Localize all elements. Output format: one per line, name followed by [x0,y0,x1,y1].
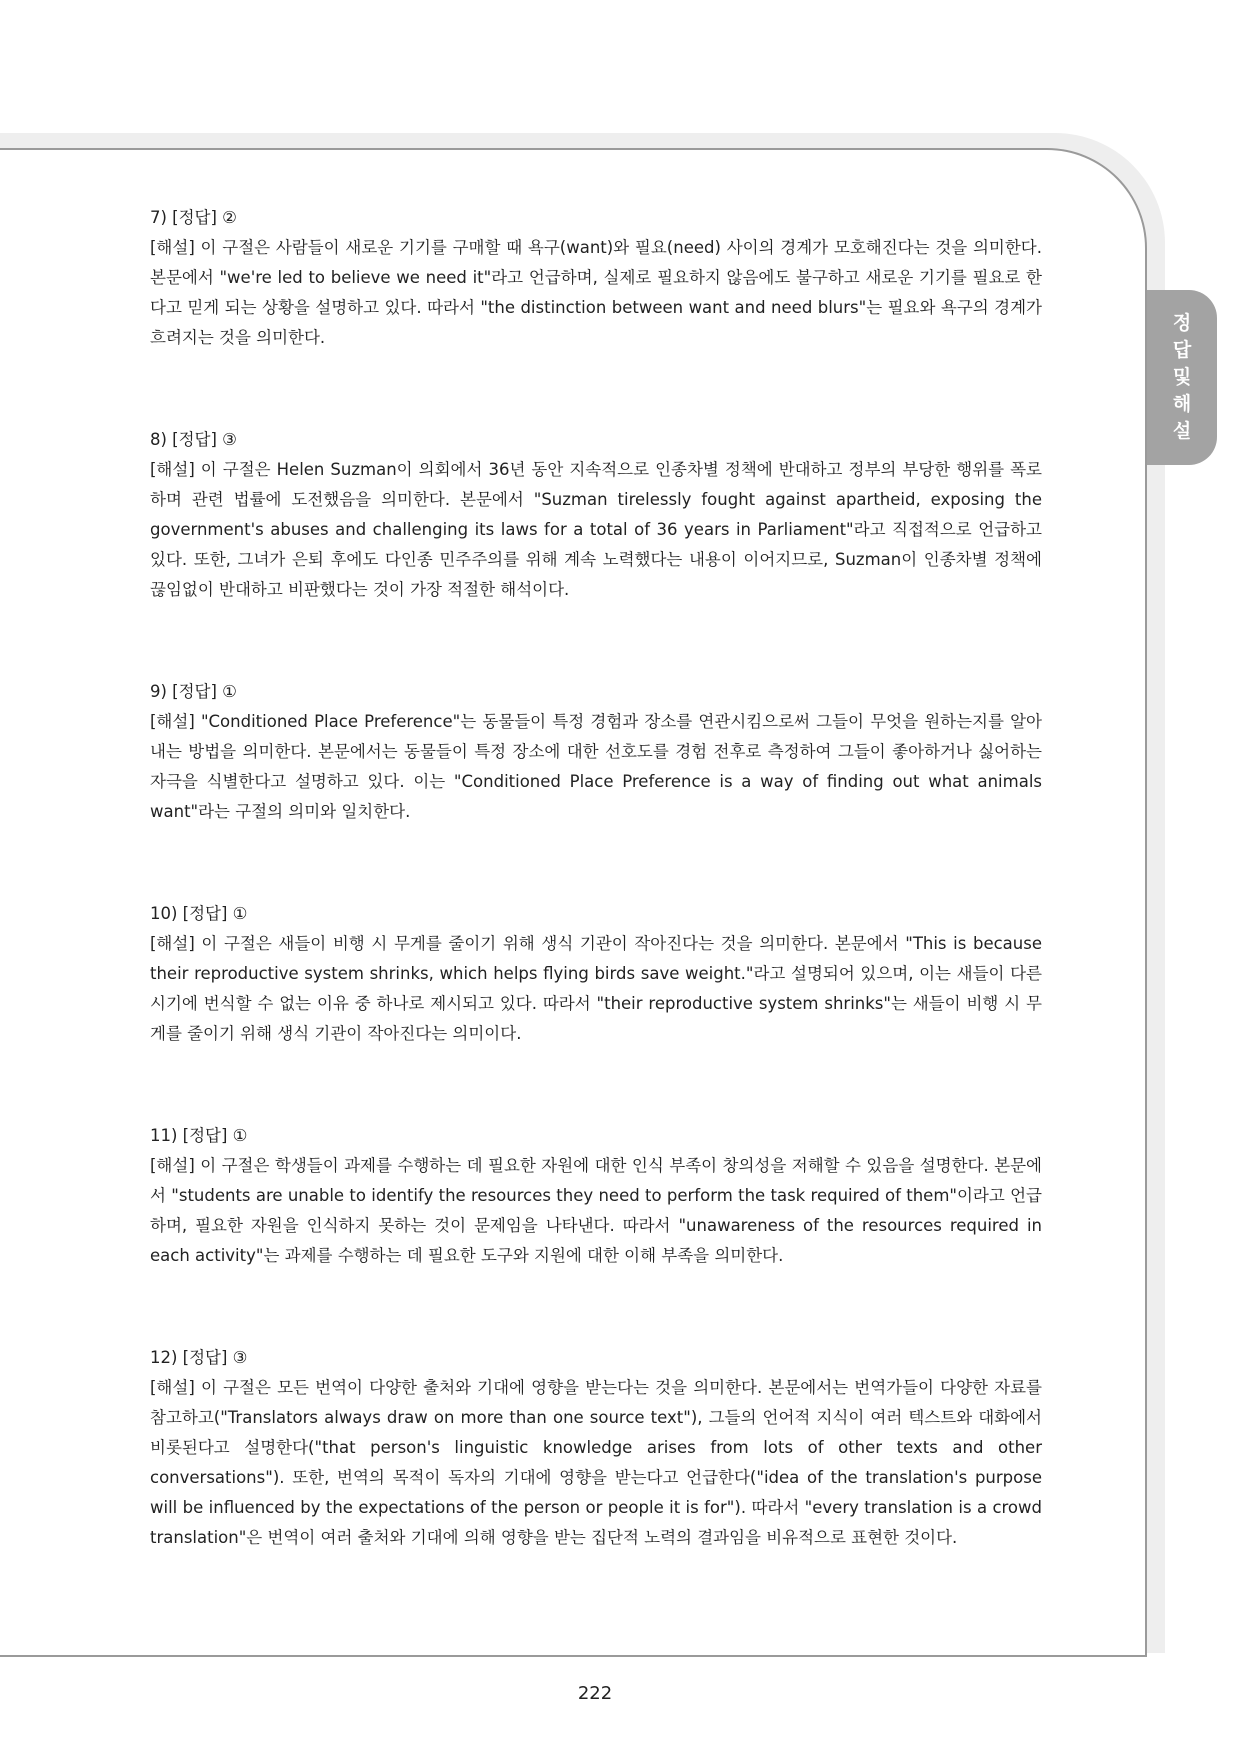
tab-char: 및 [1172,366,1192,388]
answer-item-10 [150,899,1042,1049]
answer-item-9 [150,677,1042,827]
tab-char: 정 [1172,312,1192,334]
answer-item-7 [150,203,1042,353]
answer-item-8 [150,425,1042,605]
answer-heading: 10) [정답] ① [150,904,248,923]
answer-heading: 11) [정답] ① [150,1126,248,1145]
answer-explanation: [해설] 이 구절은 학생들이 과제를 수행하는 데 필요한 자원에 대한 인식 부족이 창의성을 저해할 수 있음을 설명한다. 본문에서 "students are unable to identify the resources they need to perform the task required of them"이라고 언급하며, 필요한 자원을 인식하지 못하는 것이 문제임을 나타낸다. 따라서 "unawareness of the resources required in each activity"는 과제를 수행하는 데 필요한 도구와 지원에 대한 이해 부족을 의미한다. [150,1156,1042,1265]
tab-char: 설 [1172,420,1192,442]
tab-char: 해 [1172,393,1192,415]
answer-item-12 [150,1343,1042,1553]
tab-char: 답 [1172,339,1192,361]
answer-explanation: [해설] "Conditioned Place Preference"는 동물들이 특정 경험과 장소를 연관시킴으로써 그들이 무엇을 원하는지를 알아내는 방법을 의미한다. 본문에서는 동물들이 특정 장소에 대한 선호도를 경험 전후로 측정하여 그들이 좋아하거나 싫어하는 자극을 식별한다고 설명하고 있다. 이는 "Conditioned Place Preference is a way of finding out what animals want"라는 구절의 의미와 일치한다. [150,712,1042,821]
answer-explanation: [해설] 이 구절은 Helen Suzman이 의회에서 36년 동안 지속적으로 인종차별 정책에 반대하고 정부의 부당한 행위를 폭로하며 관련 법률에 도전했음을 의미한다. 본문에서 "Suzman tirelessly fought against apartheid, exposing the government's abuses and challenging its laws for a total of 36 years in Parliament"라고 직접적으로 언급하고 있다. 또한, 그녀가 은퇴 후에도 다인종 민주주의를 위해 계속 노력했다는 내용이 이어지므로, Suzman이 인종차별 정책에 끊임없이 반대하고 비판했다는 것이 가장 적절한 해석이다. [150,460,1042,599]
answer-heading: 7) [정답] ② [150,208,237,227]
answer-heading: 8) [정답] ③ [150,430,237,449]
answer-heading: 9) [정답] ① [150,682,237,701]
answer-explanation: [해설] 이 구절은 사람들이 새로운 기기를 구매할 때 욕구(want)와 필요(need) 사이의 경계가 모호해진다는 것을 의미한다. 본문에서 "we're led to believe we need it"라고 언급하며, 실제로 필요하지 않음에도 불구하고 새로운 기기를 필요로 한다고 믿게 되는 상황을 설명하고 있다. 따라서 "the distinction between want and need blurs"는 필요와 욕구의 경계가 흐려지는 것을 의미한다. [150,238,1042,347]
answer-list [150,203,1042,1625]
section-tab-answers-explanations [1147,290,1217,465]
answer-item-11 [150,1121,1042,1271]
answer-explanation: [해설] 이 구절은 모든 번역이 다양한 출처와 기대에 영향을 받는다는 것을 의미한다. 본문에서는 번역가들이 다양한 자료를 참고하고("Translators always draw on more than one source text"), 그들의 언어적 지식이 여러 텍스트와 대화에서 비롯된다고 설명한다("that person's linguistic knowledge arises from lots of other texts and other conversations"). 또한, 번역의 목적이 독자의 기대에 영향을 받는다고 언급한다("idea of the translation's purpose will be influenced by the expectations of the person or people it is for"). 따라서 "every translation is a crowd translation"은 번역이 여러 출처와 기대에 의해 영향을 받는 집단적 노력의 결과임을 비유적으로 표현한 것이다. [150,1378,1042,1547]
answer-explanation: [해설] 이 구절은 새들이 비행 시 무게를 줄이기 위해 생식 기관이 작아진다는 것을 의미한다. 본문에서 "This is because their reproductive system shrinks, which helps flying birds save weight."라고 설명되어 있으며, 이는 새들이 다른 시기에 번식할 수 없는 이유 중 하나로 제시되고 있다. 따라서 "their reproductive system shrinks"는 새들이 비행 시 무게를 줄이기 위해 생식 기관이 작아진다는 의미이다. [150,934,1042,1043]
answer-heading: 12) [정답] ③ [150,1348,248,1367]
page-number: 222 [577,1683,613,1704]
